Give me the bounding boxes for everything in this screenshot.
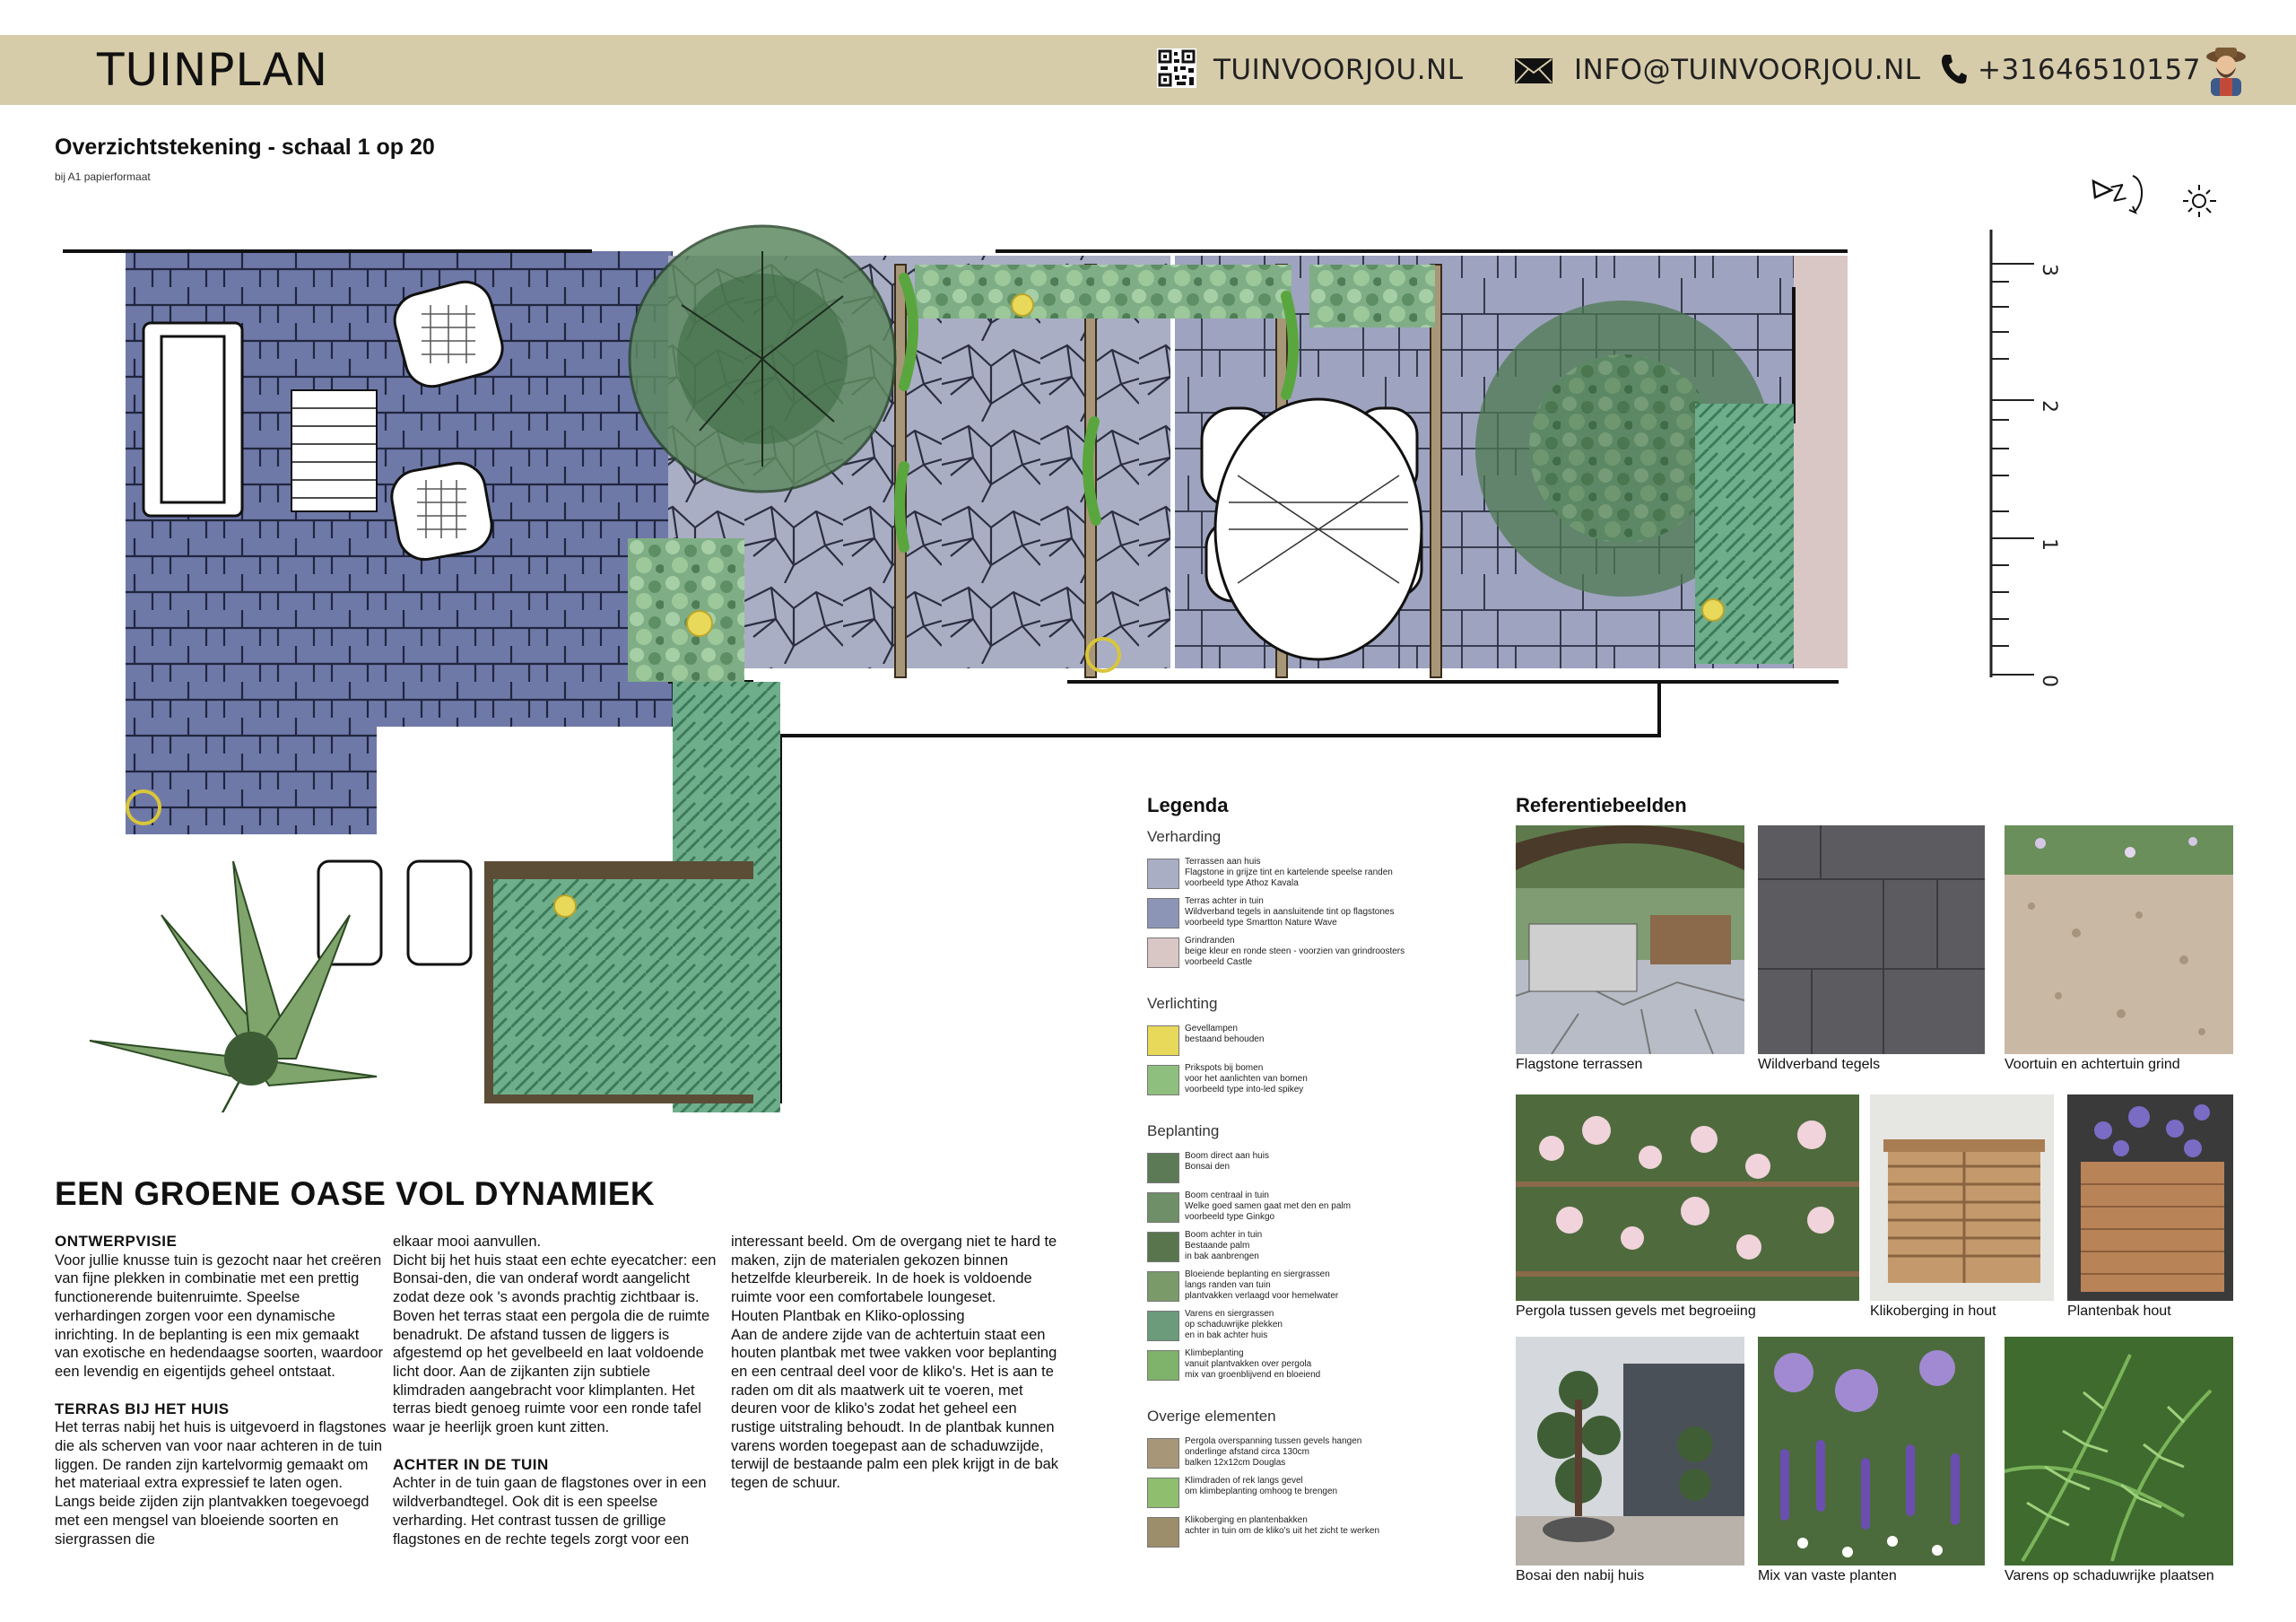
paragraph-terras-bij-huis: Het terras nabij het huis is uitgevoerd in flagstones die als scherven van voor naar achteren in de tuin liggen. De randen zijn kartelvormig gemaakt om het materiaal extra expressief te laten ogen. Langs beide zijden zijn plantvakken toegevoegd met een mengsel van bloeiende soorten en siergrassen die — [55, 1419, 387, 1548]
paragraph-plantbak-kliko: interessant beeld. Om de overgang niet te hard te maken, zijn de materialen gekozen binnen hetzelfde kleurbereik. In de hoek is voldoende ruimte voor een comfortabele loungeset. Houten Plantbak en Kliko-oplossing Aan de andere zijde van de achtertuin staat een houten plantbak met twee vakken voor beplanting en een centraal deel voor de kliko's. Het is aan te raden om dit als maatwerk uit te voeren, met deuren voor de kliko's zodat het geheel een rustige uitstraling behoudt. In de plantbak kunnen varens worden toegepast aan de schaduwzijde, terwijl de bestaande palm een plek krijgt in de bak tegen de schuur. — [731, 1234, 1059, 1492]
legend-item-text: Boom direct aan huis Bonsai den — [1185, 1151, 1269, 1172]
paragraph-eyecatcher: elkaar mooi aanvullen. Dicht bij het huis staat een echte eyecatcher: een Bonsai-den, die van onderaf wordt aangelicht zodat deze ook 's avonds prachtig zichtbaar is. Boven het terras staat een pergola die de ruimte benadrukt. De afstand tussen de liggers is afgestemd op het gevelbeeld en laat voldoende licht door. Aan de zijkanten zijn subtiele klimdraden aangebracht voor klimplanten. Het terras biedt genoeg ruimte voor een ronde tafel waar je heerlijk groen kunt zitten. — [393, 1234, 717, 1436]
article-column-3 — [731, 1233, 1063, 1512]
legend-item — [1147, 1436, 1470, 1469]
website-link[interactable]: TUINVOORJOU.NL — [1213, 54, 1464, 86]
reference-caption: Pergola tussen gevels met begroeiing — [1516, 1304, 1756, 1319]
header-bar — [0, 35, 2296, 105]
legend-item — [1147, 1269, 1470, 1302]
phone-icon — [1940, 53, 1967, 85]
legend-item-text: Grindranden beige kleur en ronde steen - voorzien van grindroosters voorbeeld Castle — [1185, 936, 1405, 967]
ferns-photo — [2005, 1337, 2233, 1565]
legend-swatch — [1147, 1192, 1179, 1223]
article-column-2 — [393, 1233, 721, 1567]
bin-storage-photo — [1870, 1094, 2054, 1301]
reference-caption: Flagstone terrassen — [1516, 1057, 1643, 1072]
legend-section-title: Verlichting — [1147, 995, 1218, 1012]
legend-item-text: Terras achter in tuin Wildverband tegels in aansluitende tint op flagstones voorbeeld type Smartton Nature Wave — [1185, 896, 1395, 928]
legend-swatch — [1147, 1025, 1179, 1056]
scale-label-0: 0 — [2038, 675, 2060, 687]
reference-caption: Wildverband tegels — [1758, 1057, 1881, 1072]
pergola-photo — [1516, 1094, 1859, 1301]
legend-item-text: Boom centraal in tuin Welke goed samen gaat met den en palm voorbeeld type Ginkgo — [1185, 1190, 1351, 1222]
legend-item-text: Klimbeplanting vanuit plantvakken over pergola mix van groenblijvend en bloeiend — [1185, 1348, 1321, 1380]
legend-item-text: Bloeiende beplanting en siergrassen langs randen van tuin plantvakken verlaagd voor hemelwater — [1185, 1269, 1339, 1301]
scale-bar — [1982, 224, 2063, 691]
reference-caption: Plantenbak hout — [2067, 1304, 2171, 1319]
legend-swatch — [1147, 1271, 1179, 1302]
legend-swatch — [1147, 1517, 1179, 1548]
compass-icon — [2090, 169, 2233, 240]
legend-swatch — [1147, 1350, 1179, 1381]
reference-caption: Bosai den nabij huis — [1516, 1568, 1645, 1583]
legend-item-text: Terrassen aan huis Flagstone in grijze tint en kartelende speelse randen voorbeeld type Athoz Kavala — [1185, 857, 1393, 888]
legend-item — [1147, 1151, 1470, 1183]
tiles-photo — [1758, 825, 1985, 1054]
legend-item-text: Klikoberging en plantenbakken achter in tuin om de kliko's uit het zicht te werken — [1185, 1515, 1380, 1536]
scale-label-3: 3 — [2038, 264, 2060, 276]
legend-item-text: Pergola overspanning tussen gevels hangen onderlinge afstand circa 130cm balken 12x12cm Douglas — [1185, 1436, 1362, 1468]
perennials-photo — [1758, 1337, 1985, 1565]
legend-item-text: Prikspots bij bomen voor het aanlichten van bomen voorbeeld type into-led spikey — [1185, 1063, 1308, 1094]
legend-item — [1147, 1476, 1470, 1508]
legend-item — [1147, 1515, 1470, 1548]
heading-terras-bij-huis: TERRAS BIJ HET HUIS — [55, 1400, 230, 1417]
phone-number[interactable]: +31646510157 — [1978, 54, 2201, 86]
legend-swatch — [1147, 859, 1179, 889]
legend-item — [1147, 936, 1470, 968]
heading-achter-in-tuin: ACHTER IN DE TUIN — [393, 1455, 549, 1473]
legend-item — [1147, 1190, 1470, 1223]
legend-swatch — [1147, 1438, 1179, 1469]
legend-item — [1147, 1063, 1470, 1095]
scale-label-1: 1 — [2038, 538, 2060, 551]
drawing-paper-note: bij A1 papierformaat — [55, 170, 151, 183]
legend-item-text: Klimdraden of rek langs gevel om klimbeplanting omhoog te brengen — [1185, 1476, 1338, 1496]
article-title: EEN GROENE OASE VOL DYNAMIEK — [55, 1175, 656, 1212]
paragraph-ontwerpvisie: Voor jullie knusse tuin is gezocht naar het creëren van fijne plekken in combinatie met een prettig functionerende buitenruimte. Speelse verhardingen zorgen voor een dynamische inrichting. In de beplanting is een mix gemaakt van exotische en hedendaagse soorten, waardoor een levendig en eigentijds geheel ontstaat. — [55, 1251, 384, 1380]
legend-section-title: Overige elementen — [1147, 1408, 1276, 1425]
legend-item — [1147, 1230, 1470, 1262]
legend-item — [1147, 1348, 1470, 1381]
legend-title: Legenda — [1147, 794, 1229, 816]
legend — [1147, 794, 1470, 1574]
references-title: Referentiebeelden — [1516, 794, 1687, 816]
legend-item — [1147, 857, 1470, 889]
legend-item — [1147, 1309, 1470, 1341]
brand-title: TUINPLAN — [97, 44, 329, 96]
legend-item-text: Gevellampen bestaand behouden — [1185, 1024, 1265, 1044]
email-link[interactable]: INFO@TUINVOORJOU.NL — [1574, 54, 1921, 86]
planter-photo — [2067, 1094, 2233, 1301]
legend-section-title: Beplanting — [1147, 1122, 1220, 1139]
legend-swatch — [1147, 937, 1179, 968]
legend-swatch — [1147, 1478, 1179, 1508]
scale-label-2: 2 — [2038, 400, 2060, 413]
paragraph-achter-in-tuin: Achter in de tuin gaan de flagstones over in een wildverbandtegel. Ook dit is een speelse verharding. Het contrast tussen de grillige flagstones en de rechte tegels zorgt voor een — [393, 1475, 707, 1548]
legend-item — [1147, 896, 1470, 929]
legend-item — [1147, 1024, 1470, 1056]
reference-caption: Voortuin en achtertuin grind — [2005, 1057, 2180, 1072]
heading-ontwerpvisie: ONTWERPVISIE — [55, 1233, 178, 1250]
drawing-title: Overzichtstekening - schaal 1 op 20 — [55, 135, 435, 160]
qr-code-icon — [1157, 48, 1196, 88]
reference-caption: Varens op schaduwrijke plaatsen — [2005, 1568, 2214, 1583]
patio-photo — [1516, 825, 1744, 1054]
legend-swatch — [1147, 1232, 1179, 1262]
gravel-photo — [2005, 825, 2233, 1054]
article-column-1 — [55, 1233, 387, 1567]
legend-item-text: Varens en siergrassen op schaduwrijke plekken en in bak achter huis — [1185, 1309, 1283, 1340]
legend-section-title: Verharding — [1147, 828, 1222, 845]
legend-item-text: Boom achter in tuin Bestaande palm in bak aanbrengen — [1185, 1230, 1263, 1261]
gardener-avatar-icon — [2202, 44, 2250, 96]
legend-swatch — [1147, 1311, 1179, 1341]
legend-swatch — [1147, 1065, 1179, 1095]
legend-swatch — [1147, 898, 1179, 929]
bonsai-photo — [1516, 1337, 1744, 1565]
reference-caption: Mix van vaste planten — [1758, 1568, 1897, 1583]
reference-caption: Klikoberging in hout — [1870, 1304, 1996, 1319]
legend-swatch — [1147, 1153, 1179, 1183]
compass-label: Z — [2109, 179, 2129, 207]
envelope-icon — [1514, 57, 1553, 84]
